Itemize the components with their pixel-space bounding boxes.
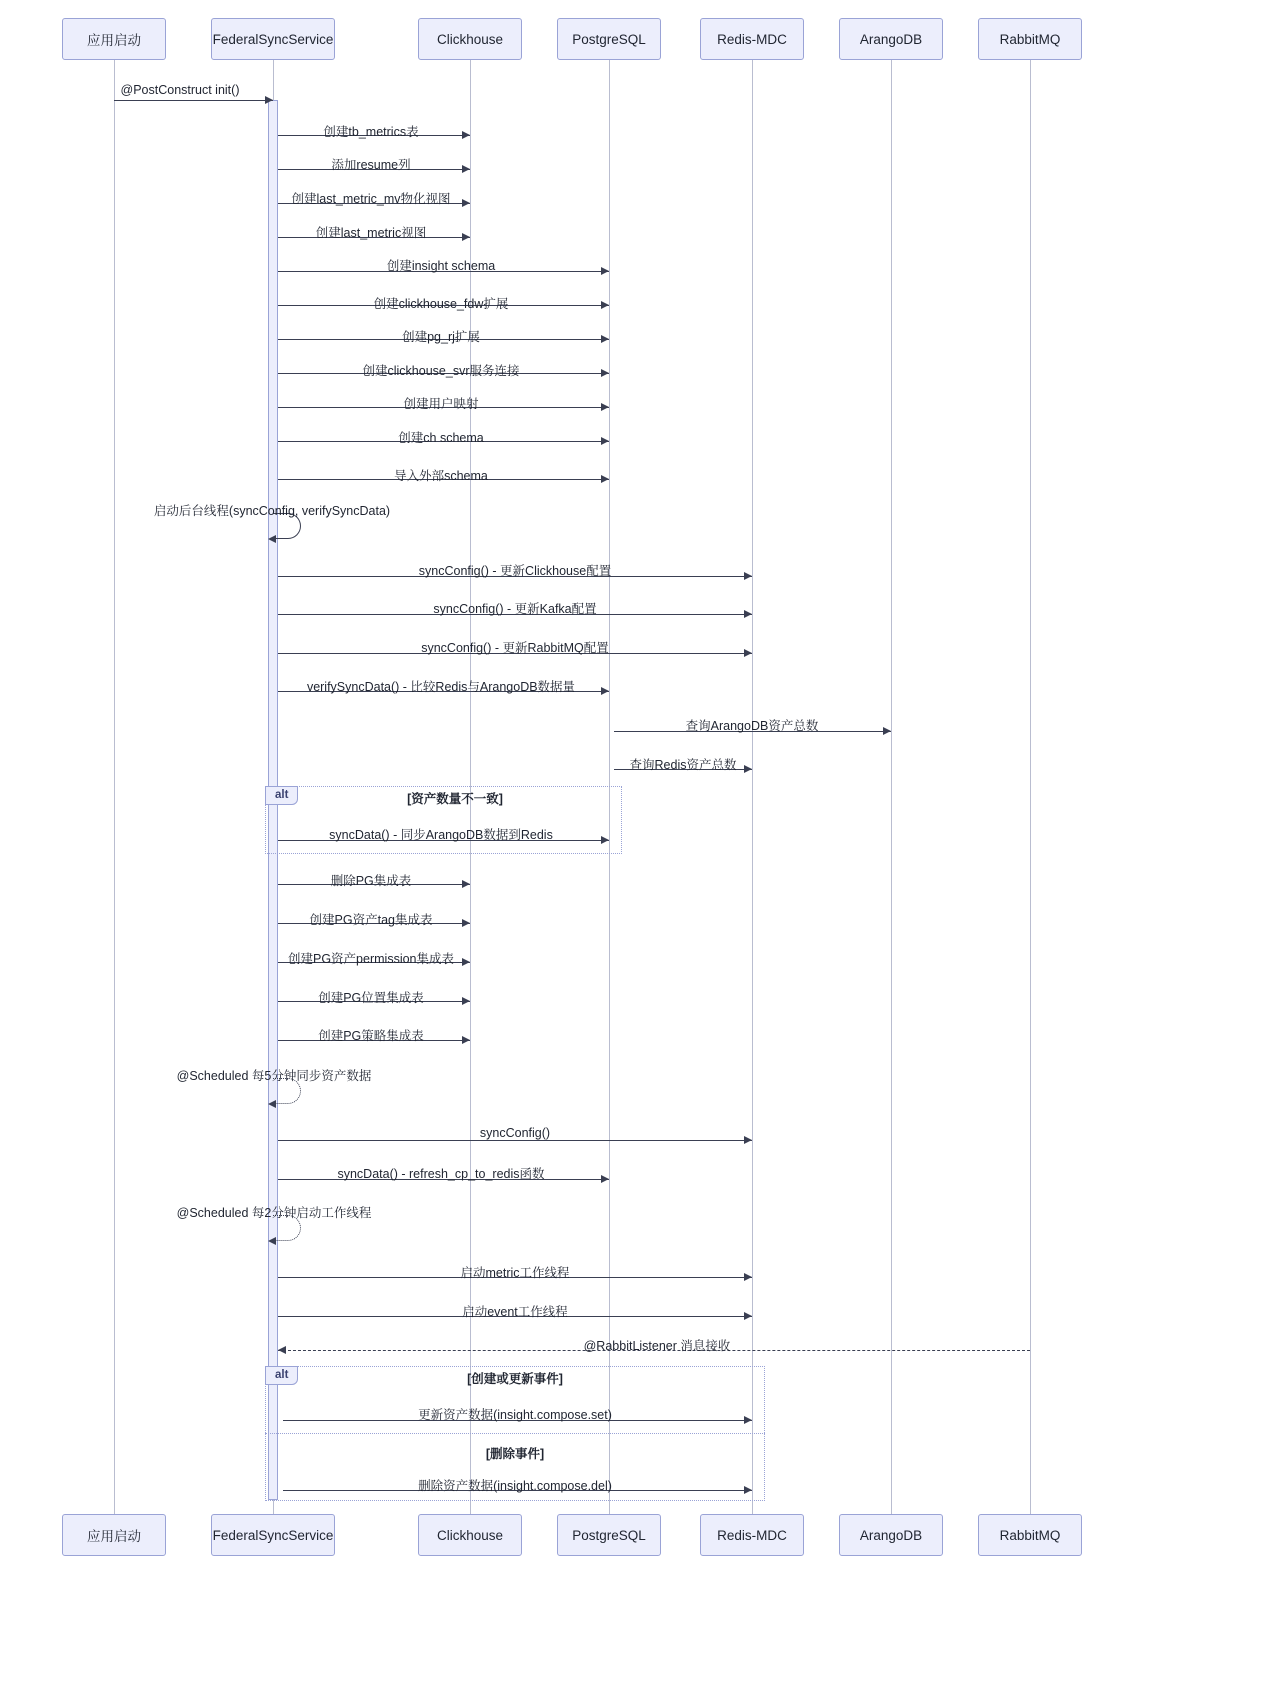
message-13-label: 启动后台线程(syncConfig, verifySyncData) — [153, 504, 391, 518]
message-32-arrowhead — [278, 1346, 286, 1354]
message-15-label: syncConfig() - 更新Kafka配置 — [433, 602, 597, 616]
alt-fragment-divider-2 — [265, 1433, 765, 1434]
message-11-label: 创建ch schema — [398, 431, 484, 445]
lifeline-7 — [1030, 60, 1031, 1514]
participant-top-5: Redis-MDC — [700, 18, 804, 60]
message-21-label: 删除PG集成表 — [330, 874, 412, 888]
message-9-arrowhead — [601, 369, 609, 377]
message-26-label: @Scheduled 每5分钟同步资产数据 — [176, 1069, 372, 1083]
message-5-label: 创建last_metric视图 — [315, 226, 427, 240]
message-15-arrowhead — [744, 610, 752, 618]
message-25-label: 创建PG策略集成表 — [318, 1029, 424, 1043]
message-25-arrowhead — [462, 1036, 470, 1044]
message-31-label: 启动event工作线程 — [462, 1305, 568, 1319]
message-17-label: verifySyncData() - 比较Redis与ArangoDB数据量 — [306, 680, 576, 694]
participant-top-1: 应用启动 — [62, 18, 166, 60]
message-19-arrowhead — [744, 765, 752, 773]
message-28-arrowhead — [601, 1175, 609, 1183]
message-23-arrowhead — [462, 958, 470, 966]
participant-bottom-2: FederalSyncService — [211, 1514, 335, 1556]
message-29-arrowhead — [268, 1237, 276, 1245]
message-2-label: 创建tb_metrics表 — [323, 125, 419, 139]
message-6-label: 创建insight schema — [386, 259, 496, 273]
message-24-label: 创建PG位置集成表 — [318, 991, 424, 1005]
message-4-label: 创建last_metric_mv物化视图 — [291, 192, 451, 206]
message-24-arrowhead — [462, 997, 470, 1005]
message-8-arrowhead — [601, 335, 609, 343]
message-12-label: 导入外部schema — [394, 469, 488, 483]
message-26-arrowhead — [268, 1100, 276, 1108]
message-8-label: 创建pg_rj扩展 — [402, 330, 480, 344]
message-12-arrowhead — [601, 475, 609, 483]
lifeline-1 — [114, 60, 115, 1514]
message-22-arrowhead — [462, 919, 470, 927]
message-20-label: syncData() - 同步ArangoDB数据到Redis — [329, 828, 553, 842]
alt-fragment-condition-2-2: [删除事件] — [485, 1447, 545, 1461]
message-2-arrowhead — [462, 131, 470, 139]
message-14-label: syncConfig() - 更新Clickhouse配置 — [418, 564, 612, 578]
message-4-arrowhead — [462, 199, 470, 207]
message-14-arrowhead — [744, 572, 752, 580]
message-5-arrowhead — [462, 233, 470, 241]
message-33-label: 更新资产数据(insight.compose.set) — [418, 1408, 612, 1422]
lifeline-5 — [752, 60, 753, 1514]
message-31-arrowhead — [744, 1312, 752, 1320]
message-21-arrowhead — [462, 880, 470, 888]
participant-bottom-6: ArangoDB — [839, 1514, 943, 1556]
message-23-label: 创建PG资产permission集成表 — [288, 952, 454, 966]
message-27-label: syncConfig() — [479, 1126, 551, 1140]
participant-bottom-7: RabbitMQ — [978, 1514, 1082, 1556]
message-19-label: 查询Redis资产总数 — [629, 758, 737, 772]
message-33-arrowhead — [744, 1416, 752, 1424]
message-9-label: 创建clickhouse_svr服务连接 — [362, 364, 520, 378]
message-20-arrowhead — [601, 836, 609, 844]
message-30-arrowhead — [744, 1273, 752, 1281]
participant-top-6: ArangoDB — [839, 18, 943, 60]
participant-bottom-1: 应用启动 — [62, 1514, 166, 1556]
message-10-arrowhead — [601, 403, 609, 411]
message-16-arrowhead — [744, 649, 752, 657]
participant-top-7: RabbitMQ — [978, 18, 1082, 60]
message-27-arrowhead — [744, 1136, 752, 1144]
participant-bottom-4: PostgreSQL — [557, 1514, 661, 1556]
participant-top-4: PostgreSQL — [557, 18, 661, 60]
message-18-label: 查询ArangoDB资产总数 — [685, 719, 819, 733]
message-3-label: 添加resume列 — [331, 158, 411, 172]
message-29-label: @Scheduled 每2分钟启动工作线程 — [176, 1206, 372, 1220]
message-17-arrowhead — [601, 687, 609, 695]
message-34-arrowhead — [744, 1486, 752, 1494]
message-7-label: 创建clickhouse_fdw扩展 — [373, 297, 509, 311]
participant-bottom-3: Clickhouse — [418, 1514, 522, 1556]
message-27-line — [278, 1140, 752, 1141]
message-34-label: 删除资产数据(insight.compose.del) — [418, 1479, 612, 1493]
message-10-label: 创建用户映射 — [403, 397, 479, 411]
message-22-label: 创建PG资产tag集成表 — [309, 913, 433, 927]
message-7-arrowhead — [601, 301, 609, 309]
lifeline-6 — [891, 60, 892, 1514]
alt-fragment-condition-2-1: [创建或更新事件] — [467, 1372, 563, 1386]
alt-fragment-condition-1-1: [资产数量不一致] — [407, 792, 503, 806]
message-1-arrowhead — [265, 96, 273, 104]
participant-top-3: Clickhouse — [418, 18, 522, 60]
message-3-arrowhead — [462, 165, 470, 173]
alt-fragment-label-2: alt — [265, 1366, 298, 1385]
participant-top-2: FederalSyncService — [211, 18, 335, 60]
message-18-arrowhead — [883, 727, 891, 735]
message-6-arrowhead — [601, 267, 609, 275]
message-28-label: syncData() - refresh_cp_to_redis函数 — [337, 1167, 545, 1181]
message-11-arrowhead — [601, 437, 609, 445]
message-13-arrowhead — [268, 535, 276, 543]
participant-bottom-5: Redis-MDC — [700, 1514, 804, 1556]
message-16-label: syncConfig() - 更新RabbitMQ配置 — [421, 641, 609, 655]
message-30-label: 启动metric工作线程 — [460, 1266, 570, 1280]
message-1-line — [114, 100, 273, 101]
message-32-label: @RabbitListener 消息接收 — [583, 1339, 731, 1353]
alt-fragment-label-1: alt — [265, 786, 298, 805]
message-1-label: @PostConstruct init() — [120, 83, 240, 97]
